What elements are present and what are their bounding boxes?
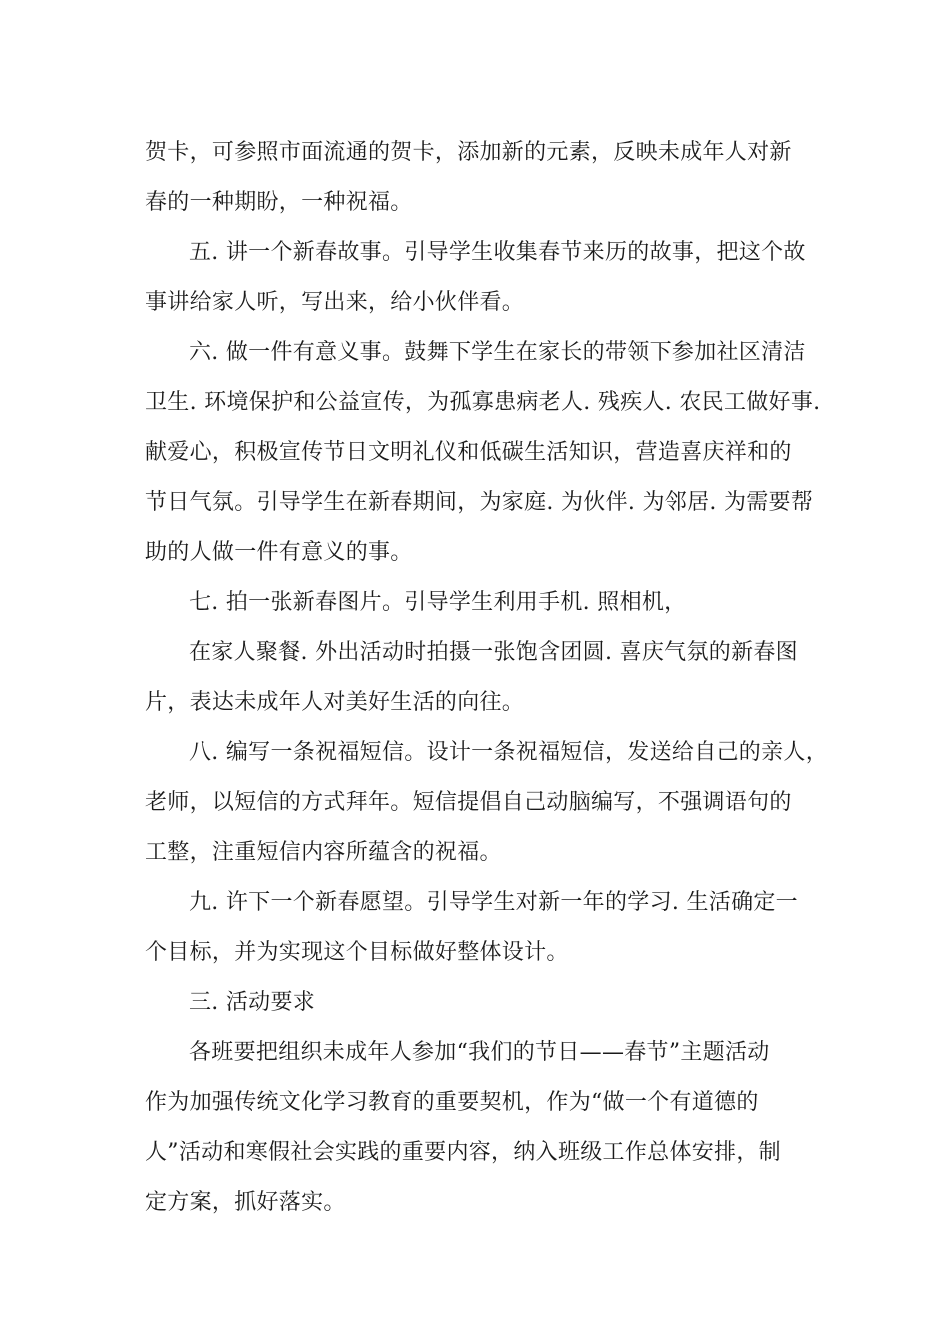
text-line: 个目标，并为实现这个目标做好整体设计。 bbox=[145, 940, 569, 965]
text-line: 片，表达未成年人对美好生活的向往。 bbox=[145, 690, 525, 715]
text-line: 八. 编写一条祝福短信。设计一条祝福短信，发送给自己的亲人， bbox=[189, 740, 828, 765]
text-line: 春的一种期盼，一种祝福。 bbox=[145, 190, 413, 215]
text-line: 七. 拍一张新春图片。引导学生利用手机. 照相机， bbox=[189, 590, 687, 615]
text-line: 人”活动和寒假社会实践的重要内容，纳入班级工作总体安排，制 bbox=[145, 1140, 781, 1165]
text-line: 六. 做一件有意义事。鼓舞下学生在家长的带领下参加社区清洁 bbox=[189, 340, 806, 365]
text-line: 定方案，抓好落实。 bbox=[145, 1190, 346, 1215]
text-line: 贺卡，可参照市面流通的贺卡，添加新的元素，反映未成年人对新 bbox=[145, 140, 792, 165]
text-line: 五. 讲一个新春故事。引导学生收集春节来历的故事，把这个故 bbox=[189, 240, 806, 265]
text-line: 节日气氛。引导学生在新春期间，为家庭. 为伙伴. 为邻居. 为需要帮 bbox=[145, 490, 814, 515]
section-heading: 三. 活动要求 bbox=[189, 990, 316, 1015]
document-body bbox=[145, 128, 828, 1228]
text-line: 献爱心，积极宣传节日文明礼仪和低碳生活知识，营造喜庆祥和的 bbox=[145, 440, 792, 465]
text-line: 各班要把组织未成年人参加“我们的节日——春节”主题活动 bbox=[189, 1040, 770, 1065]
text-line: 老师，以短信的方式拜年。短信提倡自己动脑编写，不强调语句的 bbox=[145, 790, 792, 815]
text-line: 助的人做一件有意义的事。 bbox=[145, 540, 413, 565]
text-line: 工整，注重短信内容所蕴含的祝福。 bbox=[145, 840, 502, 865]
text-line: 卫生. 环境保护和公益宣传，为孤寡患病老人. 残疾人. 农民工做好事. bbox=[145, 390, 821, 415]
text-line: 作为加强传统文化学习教育的重要契机，作为“做一个有道德的 bbox=[145, 1090, 759, 1115]
text-line: 事讲给家人听，写出来，给小伙伴看。 bbox=[145, 290, 525, 315]
text-line: 九. 许下一个新春愿望。引导学生对新一年的学习. 生活确定一 bbox=[189, 890, 798, 915]
text-line: 在家人聚餐. 外出活动时拍摄一张饱含团圆. 喜庆气氛的新春图 bbox=[189, 640, 798, 665]
